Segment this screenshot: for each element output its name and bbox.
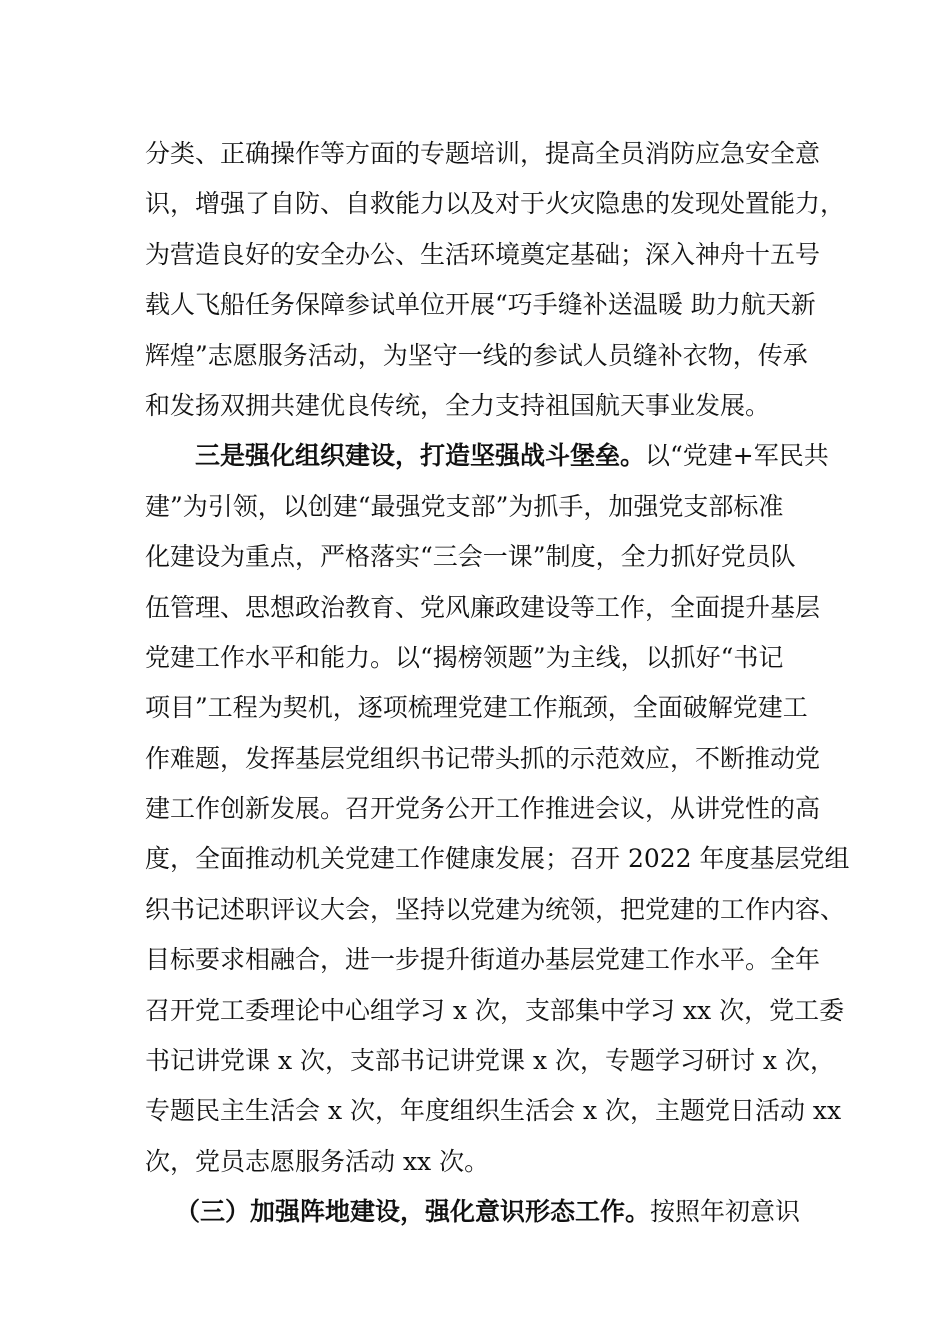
paragraph-line: 目标要求相融合，进一步提升街道办基层党建工作水平。全年 <box>145 945 821 975</box>
paragraph-line: 伍管理、思想政治教育、党风廉政建设等工作，全面提升基层 <box>145 592 821 622</box>
paragraph-line: 项目”工程为契机，逐项梳理党建工作瓶颈，全面破解党建工 <box>145 693 808 723</box>
paragraph-line: 次，党员志愿服务活动 xx 次。 <box>145 1146 490 1176</box>
paragraph-line: 织书记述职评议大会，坚持以党建为统领，把党建的工作内容、 <box>145 894 846 924</box>
paragraph-line: 建”为引领，以创建“最强党支部”为抓手，加强党支部标准 <box>145 491 784 521</box>
paragraph-line: 辉煌”志愿服务活动，为坚守一线的参试人员缝补衣物，传承 <box>145 340 808 370</box>
body-text <box>145 129 850 1238</box>
section-heading: （三）加强阵地建设，强化意识形态工作。 <box>175 1197 651 1227</box>
paragraph-line: 召开党工委理论中心组学习 x 次，支部集中学习 xx 次，党工委 <box>145 995 845 1025</box>
paragraph-line: 化建设为重点，严格落实“三会一课”制度，全力抓好党员队 <box>145 542 796 572</box>
paragraph-line: 识，增强了自防、自救能力以及对于火灾隐患的发现处置能力， <box>145 189 846 219</box>
paragraph-line: 作难题，发挥基层党组织书记带头抓的示范效应，不断推动党 <box>145 743 821 773</box>
paragraph-line: 载人飞船任务保障参试单位开展“巧手缝补送温暖 助力航天新 <box>145 290 816 320</box>
paragraph-line: 书记讲党课 x 次，支部书记讲党课 x 次，专题学习研讨 x 次， <box>145 1046 835 1076</box>
paragraph-first-line <box>145 1187 825 1237</box>
paragraph-first-line <box>145 431 829 481</box>
paragraph-text: 以“党建+军民共 <box>645 441 829 471</box>
paragraph-text: 按照年初意识 <box>650 1197 801 1227</box>
paragraph-line: 为营造良好的安全办公、生活环境奠定基础；深入神舟十五号 <box>145 239 821 269</box>
paragraph-line: 度，全面推动机关党建工作健康发展；召开 2022 年度基层党组 <box>145 844 850 874</box>
paragraph-line: 和发扬双拥共建优良传统，全力支持祖国航天事业发展。 <box>145 390 771 420</box>
paragraph-line: 建工作创新发展。召开党务公开工作推进会议，从讲党性的高 <box>145 794 821 824</box>
paragraph-line: 党建工作水平和能力。以“揭榜领题”为主线，以抓好“书记 <box>145 642 784 672</box>
section-heading: 三是强化组织建设，打造坚强战斗堡垒。 <box>195 441 646 471</box>
paragraph-line: 专题民主生活会 x 次，年度组织生活会 x 次，主题党日活动 xx <box>145 1096 842 1126</box>
paragraph-line: 分类、正确操作等方面的专题培训，提高全员消防应急安全意 <box>145 139 821 168</box>
